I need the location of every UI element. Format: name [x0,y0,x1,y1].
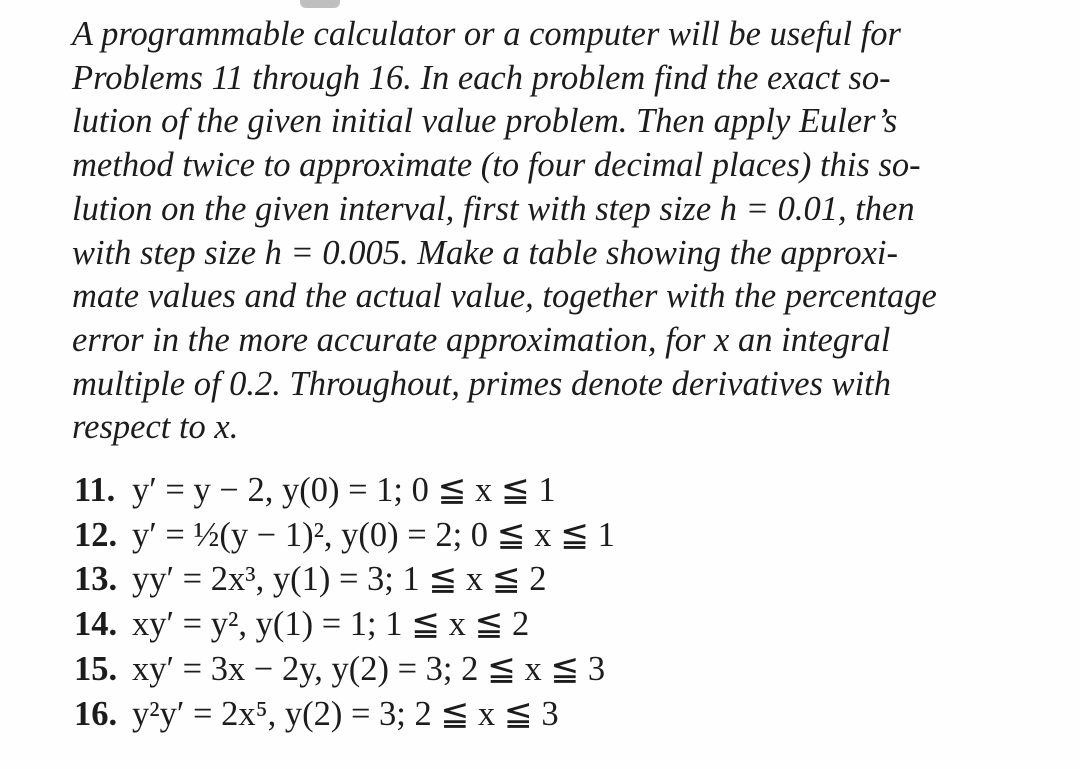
intro-line: with step size h = 0.005. Make a table showing the approxi- [72,233,898,272]
intro-paragraph [72,13,1002,450]
problem-item [74,557,615,602]
intro-line: multiple of 0.2. Throughout, primes denote derivatives with [72,364,891,403]
problem-equation: y′ = ½(y − 1)², y(0) = 2; 0 ≦ x ≦ 1 [132,515,615,554]
intro-line: error in the more accurate approximation, for x an integral [72,320,891,359]
intro-line: lution of the given initial value problem. Then apply Euler’s [72,102,898,141]
cropped-glyph-fragment [300,0,340,8]
problem-number: 12. [74,515,118,554]
problem-equation: y²y′ = 2x⁵, y(2) = 3; 2 ≦ x ≦ 3 [132,694,559,733]
problem-number: 11. [74,471,116,509]
intro-line: A programmable calculator or a computer will be useful for [72,15,901,53]
problem-equation: xy′ = 3x − 2y, y(2) = 3; 2 ≦ x ≦ 3 [132,649,606,688]
problem-equation: xy′ = y², y(1) = 1; 1 ≦ x ≦ 2 [132,605,530,644]
intro-line: method twice to approximate (to four decimal places) this so- [72,146,921,185]
problem-item [74,468,615,513]
problem-equation: yy′ = 2x³, y(1) = 3; 1 ≦ x ≦ 2 [132,560,547,599]
problem-item [74,692,615,737]
problem-equation: y′ = y − 2, y(0) = 1; 0 ≦ x ≦ 1 [132,471,556,509]
intro-line: respect to x. [72,408,239,447]
problem-number: 14. [74,605,118,644]
problem-item [74,513,615,558]
problem-item [74,647,615,692]
intro-line: lution on the given interval, first with step size h = 0.01, then [72,189,915,228]
problem-number: 13. [74,560,118,599]
intro-line: Problems 11 through 16. In each problem find the exact so- [72,58,891,97]
problem-item [74,602,615,647]
problem-list [74,468,615,736]
intro-line: mate values and the actual value, together with the percentage [72,277,937,316]
problem-number: 16. [74,694,118,733]
problem-number: 15. [74,649,118,688]
